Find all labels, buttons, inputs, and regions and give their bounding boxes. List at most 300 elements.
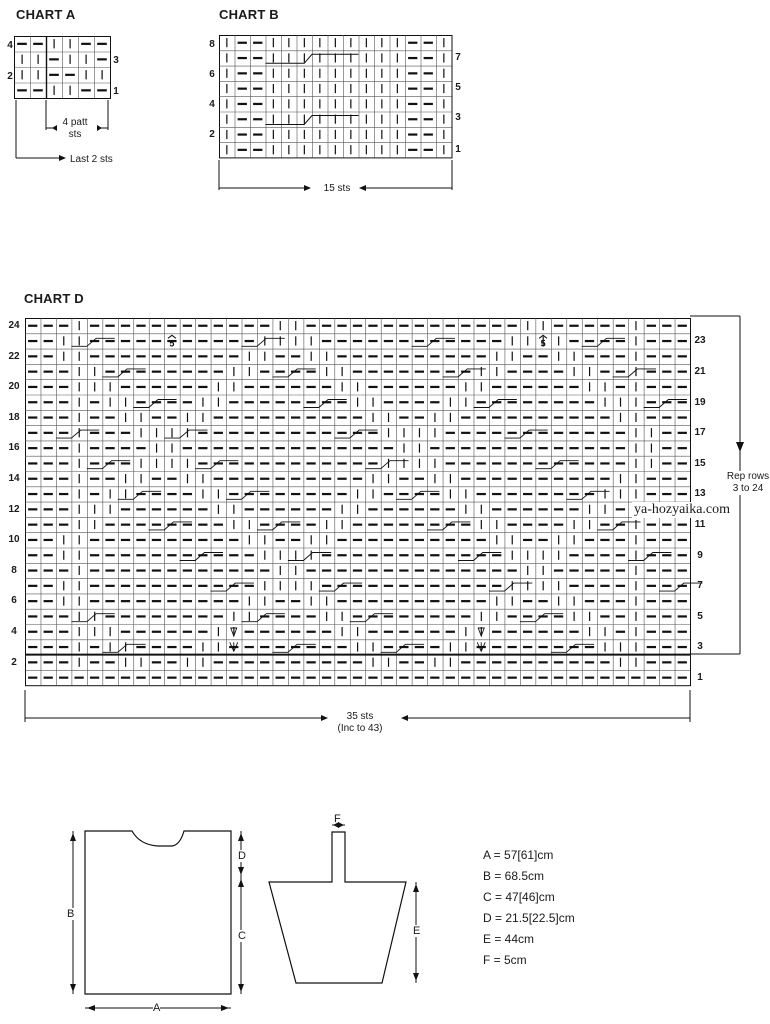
purl-symbol: [353, 600, 362, 602]
purl-symbol: [59, 432, 68, 434]
purl-symbol: [260, 661, 269, 663]
purl-symbol: [245, 416, 254, 418]
purl-symbol: [90, 569, 99, 571]
knit-symbol: [86, 55, 87, 64]
knit-symbol: [280, 566, 281, 575]
purl-symbol: [538, 355, 547, 357]
purl-symbol: [33, 43, 43, 45]
purl-symbol: [214, 569, 223, 571]
purl-symbol: [554, 631, 563, 633]
knit-symbol: [319, 130, 320, 139]
knit-symbol: [434, 428, 435, 437]
purl-symbol: [214, 371, 223, 373]
knit-symbol: [218, 505, 219, 514]
purl-symbol: [183, 355, 192, 357]
purl-symbol: [647, 569, 656, 571]
purl-symbol: [105, 615, 114, 617]
purl-symbol: [616, 340, 625, 342]
knit-symbol: [335, 84, 336, 93]
purl-symbol: [523, 447, 532, 449]
purl-symbol: [678, 447, 687, 449]
knit-symbol: [381, 130, 382, 139]
purl-symbol: [368, 462, 377, 464]
purl-symbol: [276, 661, 285, 663]
purl-symbol: [28, 661, 37, 663]
knit-symbol: [264, 581, 265, 590]
purl-symbol: [260, 371, 269, 373]
purl-symbol: [430, 600, 439, 602]
chart-a-row-label: 3: [113, 55, 119, 66]
knit-symbol: [372, 413, 373, 422]
purl-symbol: [306, 447, 315, 449]
purl-symbol: [136, 600, 145, 602]
knit-symbol: [156, 459, 157, 468]
knit-symbol: [350, 130, 351, 139]
purl-symbol: [662, 325, 671, 327]
purl-symbol: [523, 416, 532, 418]
purl-symbol: [554, 401, 563, 403]
purl-symbol: [384, 554, 393, 556]
purl-symbol: [430, 585, 439, 587]
purl-symbol: [90, 447, 99, 449]
purl-symbol: [569, 585, 578, 587]
purl-symbol: [322, 432, 331, 434]
purl-symbol: [167, 416, 176, 418]
purl-symbol: [90, 539, 99, 541]
purl-symbol: [662, 600, 671, 602]
purl-symbol: [167, 569, 176, 571]
purl-symbol: [121, 355, 130, 357]
purl-symbol: [229, 585, 238, 587]
purl-symbol: [384, 401, 393, 403]
knit-symbol: [70, 55, 71, 64]
purl-symbol: [353, 585, 362, 587]
knit-symbol: [264, 352, 265, 361]
purl-symbol: [260, 478, 269, 480]
purl-symbol: [28, 493, 37, 495]
chart-b-row-label: 2: [209, 129, 215, 140]
purl-symbol: [152, 631, 161, 633]
purl-symbol: [662, 416, 671, 418]
purl-symbol: [600, 371, 609, 373]
knit-symbol: [635, 535, 636, 544]
purl-symbol: [430, 371, 439, 373]
knit-symbol: [620, 658, 621, 667]
purl-symbol: [585, 478, 594, 480]
knit-symbol: [304, 69, 305, 78]
purl-symbol: [600, 340, 609, 342]
purl-symbol: [121, 677, 130, 679]
purl-symbol: [492, 493, 501, 495]
purl-symbol: [90, 416, 99, 418]
knit-symbol: [125, 398, 126, 407]
knit-symbol: [187, 428, 188, 437]
purl-symbol: [28, 386, 37, 388]
knit-symbol: [604, 489, 605, 498]
knit-symbol: [403, 428, 404, 437]
purl-symbol: [492, 432, 501, 434]
purl-symbol: [508, 447, 517, 449]
knit-symbol: [79, 612, 80, 621]
knit-symbol: [79, 443, 80, 452]
purl-symbol: [569, 569, 578, 571]
purl-symbol: [477, 325, 486, 327]
purl-symbol: [260, 493, 269, 495]
purl-symbol: [152, 401, 161, 403]
purl-symbol: [167, 539, 176, 541]
purl-symbol: [585, 661, 594, 663]
purl-symbol: [616, 462, 625, 464]
purl-symbol: [353, 524, 362, 526]
knit-symbol: [496, 612, 497, 621]
purl-symbol: [28, 631, 37, 633]
purl-symbol: [238, 118, 247, 120]
knit-symbol: [304, 38, 305, 47]
knit-symbol: [527, 321, 528, 330]
purl-symbol: [198, 340, 207, 342]
knit-symbol: [496, 367, 497, 376]
chart-d-row-label: 6: [11, 595, 17, 607]
knit-symbol: [140, 658, 141, 667]
purl-symbol: [678, 386, 687, 388]
purl-symbol: [415, 646, 424, 648]
knit-symbol: [288, 69, 289, 78]
purl-symbol: [554, 508, 563, 510]
purl-symbol: [229, 478, 238, 480]
purl-symbol: [554, 646, 563, 648]
purl-symbol: [245, 554, 254, 556]
knit-symbol: [512, 336, 513, 345]
purl-symbol: [600, 478, 609, 480]
purl-symbol: [105, 340, 114, 342]
knit-symbol: [264, 336, 265, 345]
purl-symbol: [322, 462, 331, 464]
knit-symbol: [233, 520, 234, 529]
knit-symbol: [381, 115, 382, 124]
knit-symbol: [288, 99, 289, 108]
knit-symbol: [381, 69, 382, 78]
purl-symbol: [430, 447, 439, 449]
purl-symbol: [245, 631, 254, 633]
label-d: D: [238, 850, 246, 862]
purl-symbol: [214, 325, 223, 327]
purl-symbol: [167, 325, 176, 327]
chart-a-title: CHART A: [16, 7, 76, 22]
purl-symbol: [136, 447, 145, 449]
purl-symbol: [647, 631, 656, 633]
purl-symbol: [90, 478, 99, 480]
purl-symbol: [616, 447, 625, 449]
purl-symbol: [415, 615, 424, 617]
purl-symbol: [600, 569, 609, 571]
knit-symbol: [635, 321, 636, 330]
purl-symbol: [415, 371, 424, 373]
purl-symbol: [152, 493, 161, 495]
purl-symbol: [28, 508, 37, 510]
knit-symbol: [397, 69, 398, 78]
purl-symbol: [523, 524, 532, 526]
purl-symbol: [28, 432, 37, 434]
purl-symbol: [600, 585, 609, 587]
knit-symbol: [249, 535, 250, 544]
purl-symbol: [152, 508, 161, 510]
purl-symbol: [152, 554, 161, 556]
purl-symbol: [384, 325, 393, 327]
purl-symbol: [461, 569, 470, 571]
purl-symbol: [662, 386, 671, 388]
purl-symbol: [554, 371, 563, 373]
purl-symbol: [430, 325, 439, 327]
knit-symbol: [54, 39, 55, 48]
knit-symbol: [465, 382, 466, 391]
purl-symbol: [337, 432, 346, 434]
purl-symbol: [214, 355, 223, 357]
purl-symbol: [415, 677, 424, 679]
purl-symbol: [569, 661, 578, 663]
purl-symbol: [28, 478, 37, 480]
purl-symbol: [430, 524, 439, 526]
knit-symbol: [280, 321, 281, 330]
purl-symbol: [198, 355, 207, 357]
purl-symbol: [90, 661, 99, 663]
purl-symbol: [152, 416, 161, 418]
purl-symbol: [430, 631, 439, 633]
purl-symbol: [492, 447, 501, 449]
knit-symbol: [635, 428, 636, 437]
purl-symbol: [90, 432, 99, 434]
purl-symbol: [585, 416, 594, 418]
knit-symbol: [620, 489, 621, 498]
purl-symbol: [662, 524, 671, 526]
purl-symbol: [368, 447, 377, 449]
purl-symbol: [446, 554, 455, 556]
purl-symbol: [183, 585, 192, 587]
purl-symbol: [368, 615, 377, 617]
purl-symbol: [44, 416, 53, 418]
purl-symbol: [616, 615, 625, 617]
knit-symbol: [79, 413, 80, 422]
purl-symbol: [337, 493, 346, 495]
purl-symbol: [384, 646, 393, 648]
purl-symbol: [322, 646, 331, 648]
knit-symbol: [589, 505, 590, 514]
purl-symbol: [253, 103, 262, 105]
knit-symbol: [635, 367, 636, 376]
knit-symbol: [443, 99, 444, 108]
purl-symbol: [28, 585, 37, 587]
purl-symbol: [59, 677, 68, 679]
chart-d-row-label: 19: [694, 396, 706, 408]
knit-symbol: [496, 596, 497, 605]
purl-symbol: [74, 677, 83, 679]
purl-symbol: [59, 631, 68, 633]
purl-symbol: [430, 539, 439, 541]
purl-symbol: [446, 539, 455, 541]
purl-symbol: [538, 646, 547, 648]
purl-symbol: [44, 508, 53, 510]
purl-symbol: [28, 447, 37, 449]
purl-symbol: [322, 478, 331, 480]
purl-symbol: [152, 371, 161, 373]
purl-symbol: [424, 149, 433, 151]
purl-symbol: [399, 631, 408, 633]
purl-symbol: [585, 340, 594, 342]
purl-symbol: [430, 554, 439, 556]
purl-symbol: [44, 539, 53, 541]
chart-d-width-note: [322, 711, 398, 735]
purl-symbol: [167, 677, 176, 679]
knit-symbol: [335, 145, 336, 154]
purl-symbol: [399, 401, 408, 403]
purl-symbol: [631, 677, 640, 679]
purl-symbol: [523, 661, 532, 663]
purl-symbol: [384, 539, 393, 541]
knit-symbol: [357, 642, 358, 651]
purl-symbol: [136, 585, 145, 587]
purl-symbol: [28, 524, 37, 526]
purl-symbol: [569, 401, 578, 403]
purl-symbol: [306, 615, 315, 617]
knit-symbol: [304, 130, 305, 139]
purl-symbol: [322, 585, 331, 587]
chart-d-row-label: 21: [694, 365, 706, 377]
purl-symbol: [538, 539, 547, 541]
purl-symbol: [600, 432, 609, 434]
knit-symbol: [273, 53, 274, 62]
knit-symbol: [342, 382, 343, 391]
purl-symbol: [44, 325, 53, 327]
knit-symbol: [326, 596, 327, 605]
purl-symbol: [183, 600, 192, 602]
knit-symbol: [326, 367, 327, 376]
knit-symbol: [249, 612, 250, 621]
chart-d-row-label: 1: [697, 671, 703, 683]
knit-symbol: [512, 551, 513, 560]
purl-symbol: [415, 554, 424, 556]
knit-symbol: [543, 321, 544, 330]
purl-symbol: [105, 447, 114, 449]
purl-symbol: [105, 661, 114, 663]
purl-symbol: [647, 585, 656, 587]
knit-symbol: [543, 581, 544, 590]
purl-symbol: [384, 386, 393, 388]
knit-symbol: [319, 84, 320, 93]
purl-symbol: [678, 554, 687, 556]
purl-symbol: [214, 600, 223, 602]
knit-symbol: [527, 566, 528, 575]
knit-symbol: [450, 658, 451, 667]
knit-symbol: [249, 520, 250, 529]
purl-symbol: [384, 631, 393, 633]
purl-symbol: [28, 569, 37, 571]
knit-symbol: [350, 145, 351, 154]
purl-symbol: [276, 462, 285, 464]
rep-note-line: 3 to 24: [732, 483, 764, 494]
purl-symbol: [523, 493, 532, 495]
purl-symbol: [59, 493, 68, 495]
purl-symbol: [446, 447, 455, 449]
purl-symbol: [523, 646, 532, 648]
purl-symbol: [415, 493, 424, 495]
purl-symbol: [121, 325, 130, 327]
purl-symbol: [291, 462, 300, 464]
purl-symbol: [368, 340, 377, 342]
purl-symbol: [229, 447, 238, 449]
purl-symbol: [198, 524, 207, 526]
knit-symbol: [512, 352, 513, 361]
purl-symbol: [430, 508, 439, 510]
knit-symbol: [381, 38, 382, 47]
knit-symbol: [102, 70, 103, 79]
purl-symbol: [238, 103, 247, 105]
purl-symbol: [136, 325, 145, 327]
purl-symbol: [585, 569, 594, 571]
purl-symbol: [260, 462, 269, 464]
knit-symbol: [434, 459, 435, 468]
purl-symbol: [600, 600, 609, 602]
purl-symbol: [353, 340, 362, 342]
purl-symbol: [368, 325, 377, 327]
knit-symbol: [171, 459, 172, 468]
purl-symbol: [198, 585, 207, 587]
purl-symbol: [538, 478, 547, 480]
purl-symbol: [492, 677, 501, 679]
purl-symbol: [461, 615, 470, 617]
purl-symbol: [152, 646, 161, 648]
knit-symbol: [434, 658, 435, 667]
purl-symbol: [616, 554, 625, 556]
knit-symbol: [366, 130, 367, 139]
knit-symbol: [249, 352, 250, 361]
purl-symbol: [90, 600, 99, 602]
label-a: A: [153, 1002, 161, 1014]
knit-symbol: [319, 69, 320, 78]
purl-symbol: [59, 386, 68, 388]
purl-symbol: [492, 340, 501, 342]
knit-symbol: [218, 398, 219, 407]
purl-symbol: [337, 325, 346, 327]
purl-symbol: [49, 58, 59, 60]
purl-symbol: [461, 478, 470, 480]
knit-symbol: [635, 413, 636, 422]
purl-symbol: [276, 447, 285, 449]
purl-symbol: [167, 646, 176, 648]
knit-symbol: [335, 38, 336, 47]
garment-schematic: [60, 805, 420, 1020]
purl-symbol: [415, 600, 424, 602]
purl-symbol: [337, 646, 346, 648]
knit-symbol: [558, 551, 559, 560]
purl-symbol: [492, 386, 501, 388]
knit-symbol: [372, 398, 373, 407]
knit-symbol: [63, 551, 64, 560]
purl-symbol: [81, 43, 91, 45]
purl-symbol: [477, 416, 486, 418]
purl-symbol: [229, 493, 238, 495]
purl-symbol: [461, 371, 470, 373]
purl-symbol: [81, 89, 91, 91]
purl-symbol: [291, 432, 300, 434]
knit-symbol: [79, 596, 80, 605]
purl-symbol: [662, 539, 671, 541]
purl-symbol: [90, 325, 99, 327]
knit-symbol: [589, 627, 590, 636]
purl-symbol: [306, 677, 315, 679]
knit-symbol: [635, 443, 636, 452]
purl-symbol: [337, 447, 346, 449]
purl-symbol: [291, 646, 300, 648]
purl-symbol: [121, 585, 130, 587]
